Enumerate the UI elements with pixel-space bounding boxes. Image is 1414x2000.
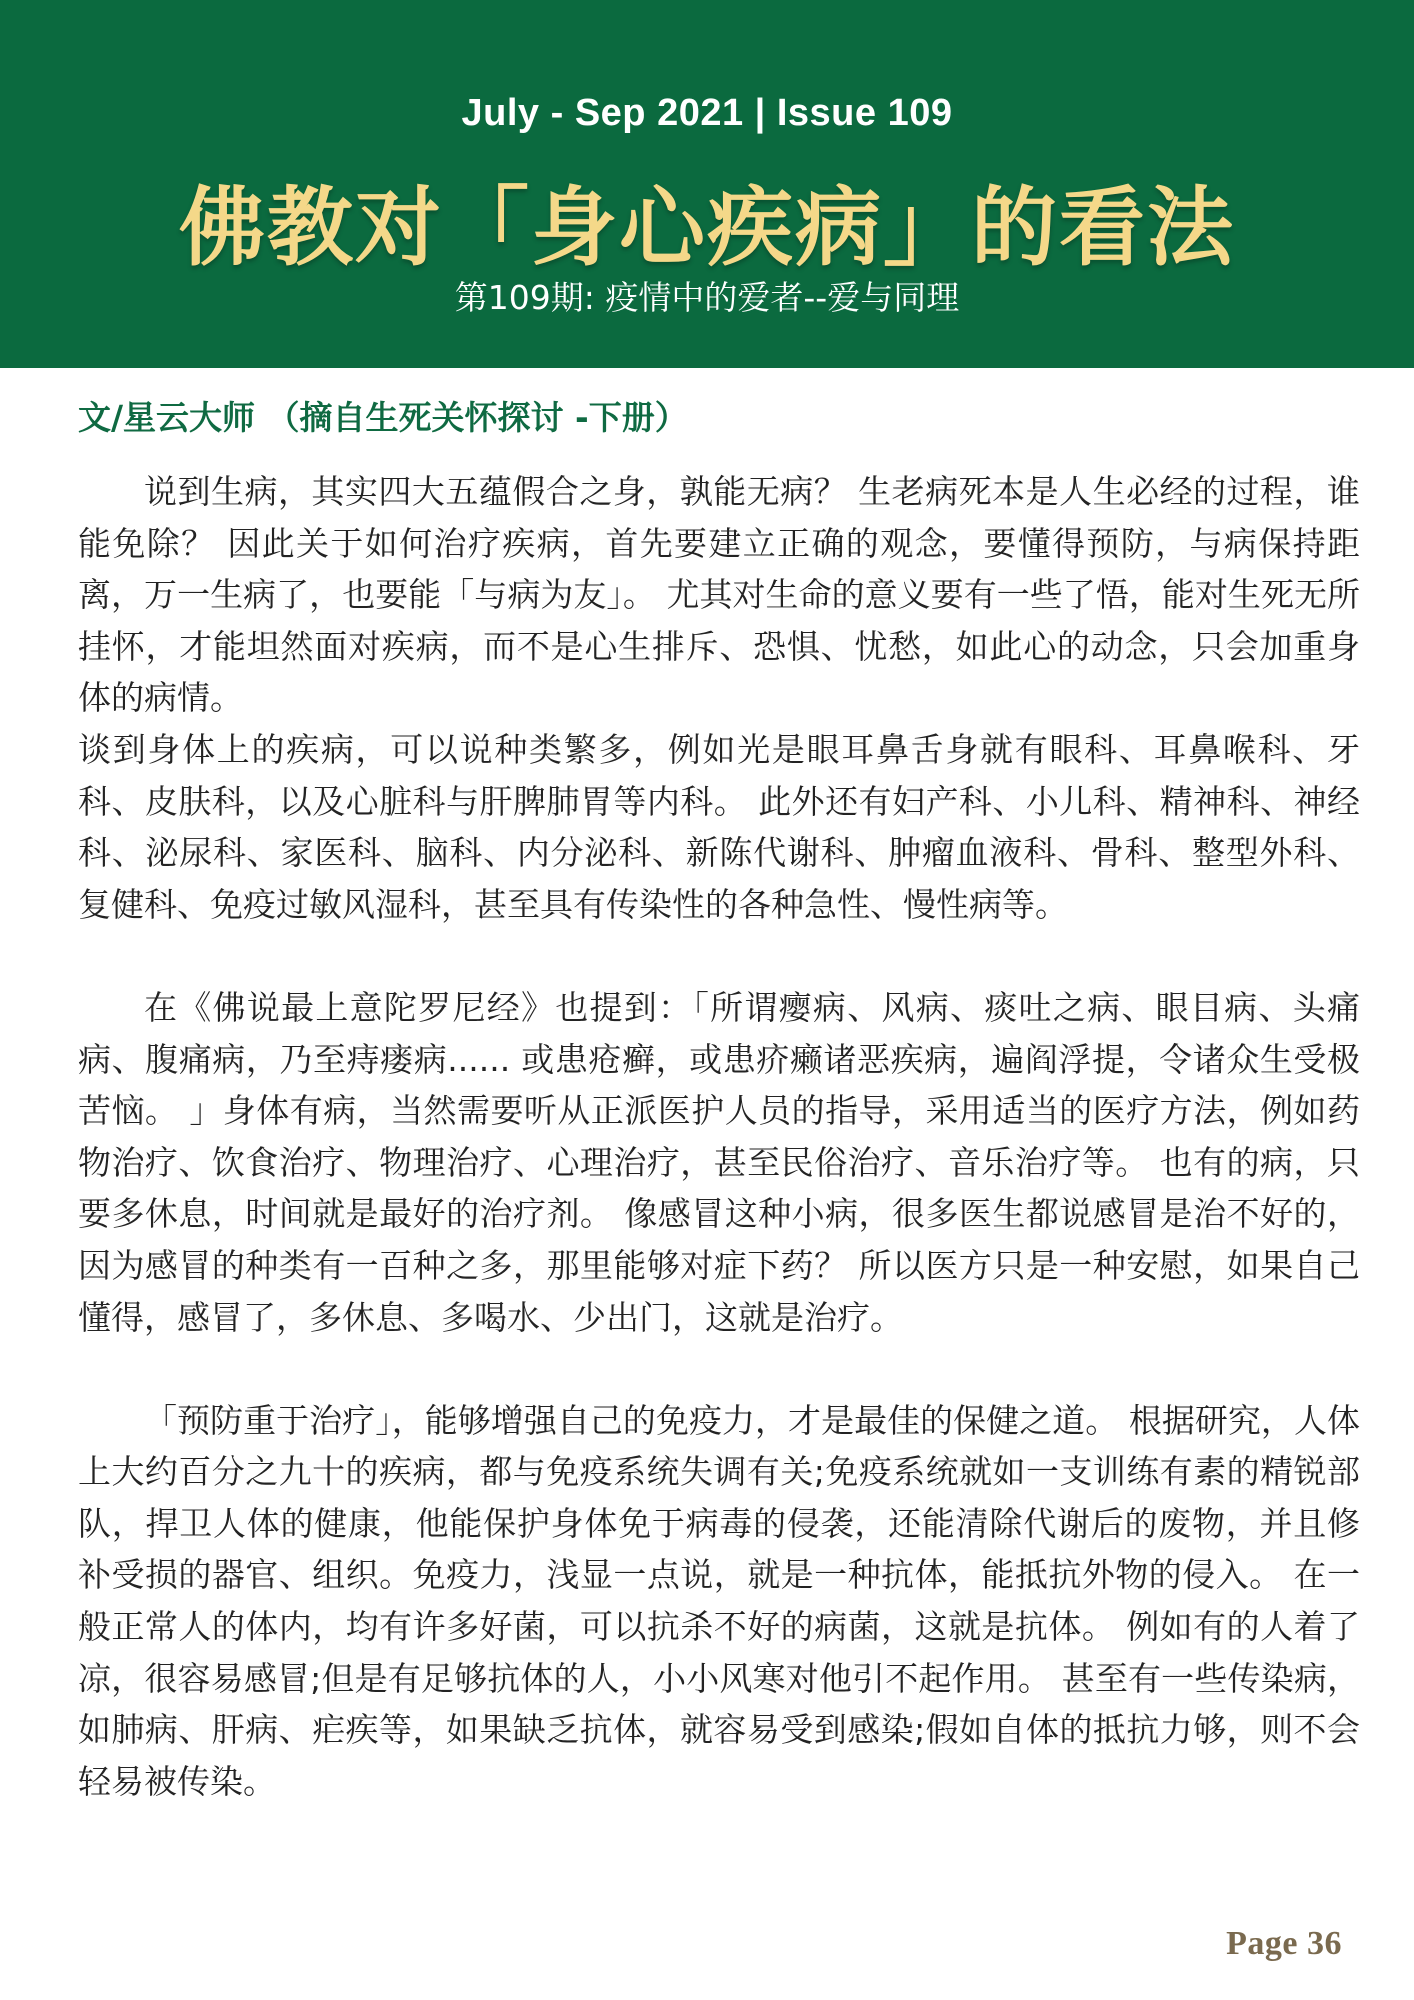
- issue-subtitle: 第109期: 疫情中的爱者--爱与同理: [454, 278, 960, 317]
- author-byline: 文/星云大师 （摘自生死关怀探讨 -下册）: [78, 398, 688, 437]
- article-body: [78, 466, 1360, 1807]
- paragraph-1: 说到生病，其实四大五蕴假合之身，孰能无病？ 生老病死本是人生必经的过程，谁能免除？ 因此关于如何治疗疾病，首先要建立正确的观念，要懂得预防，与病保持距离，万一生病了，也要能「与病为友」。 尤其对生命的意义要有一些了悟，能对生死无所挂怀，才能坦然面对疾病，而不是心生排斥、恐惧、忧愁，如此心的动念，只会加重身体的病情。: [78, 472, 1360, 718]
- paragraph-2: 谈到身体上的疾病，可以说种类繁多，例如光是眼耳鼻舌身就有眼科、耳鼻喉科、牙科、皮肤科，以及心脏科与肝脾肺胃等内科。 此外还有妇产科、小儿科、精神科、神经科、泌尿科、家医科、脑科、内分泌科、新陈代谢科、肿瘤血液科、骨科、整型外科、复健科、免疫过敏风湿科，甚至具有传染性的各种急性、慢性病等。: [78, 729, 1360, 924]
- paragraph-4: 「预防重于治疗」，能够增强自己的免疫力，才是最佳的保健之道。 根据研究，人体上大约百分之九十的疾病，都与免疫系统失调有关;免疫系统就如一支训练有素的精锐部队，捍卫人体的健康，他能保护身体免于病毒的侵袭，还能清除代谢后的废物，并且修补受损的器官、组织。免疫力，浅显一点说，就是一种抗体，能抵抗外物的侵入。 在一般正常人的体内，均有许多好菌，可以抗杀不好的病菌，这就是抗体。 例如有的人着了凉，很容易感冒;但是有足够抗体的人，小小风寒对他引不起作用。 甚至有一些传染病，如肺病、肝病、疟疾等，如果缺乏抗体，就容易受到感染;假如自体的抵抗力够，则不会轻易被传染。: [78, 1400, 1360, 1801]
- paragraph-3: 在《佛说最上意陀罗尼经》也提到：「所谓瘿病、风病、痰吐之病、眼目病、头痛病、腹痛病，乃至痔瘘病...... 或患疮癣，或患疥癞诸恶疾病，遍阎浮提，令诸众生受极苦恼。 」身体有病，当然需要听从正派医护人员的指导，采用适当的医疗方法，例如药物治疗、饮食治疗、物理治疗、心理治疗，甚至民俗治疗、音乐治疗等。 也有的病，只要多休息，时间就是最好的治疗剂。 像感冒这种小病，很多医生都说感冒是治不好的，因为感冒的种类有一百种之多，那里能够对症下药？ 所以医方只是一种安慰，如果自己懂得，感冒了，多休息、多喝水、少出门，这就是治疗。: [78, 987, 1360, 1337]
- issue-line: July - Sep 2021 | Issue 109: [461, 92, 953, 134]
- page-number: Page 36: [1226, 1925, 1342, 1962]
- article-title: 佛教对「身心疾病」的看法: [179, 178, 1235, 278]
- header-banner: [0, 0, 1414, 368]
